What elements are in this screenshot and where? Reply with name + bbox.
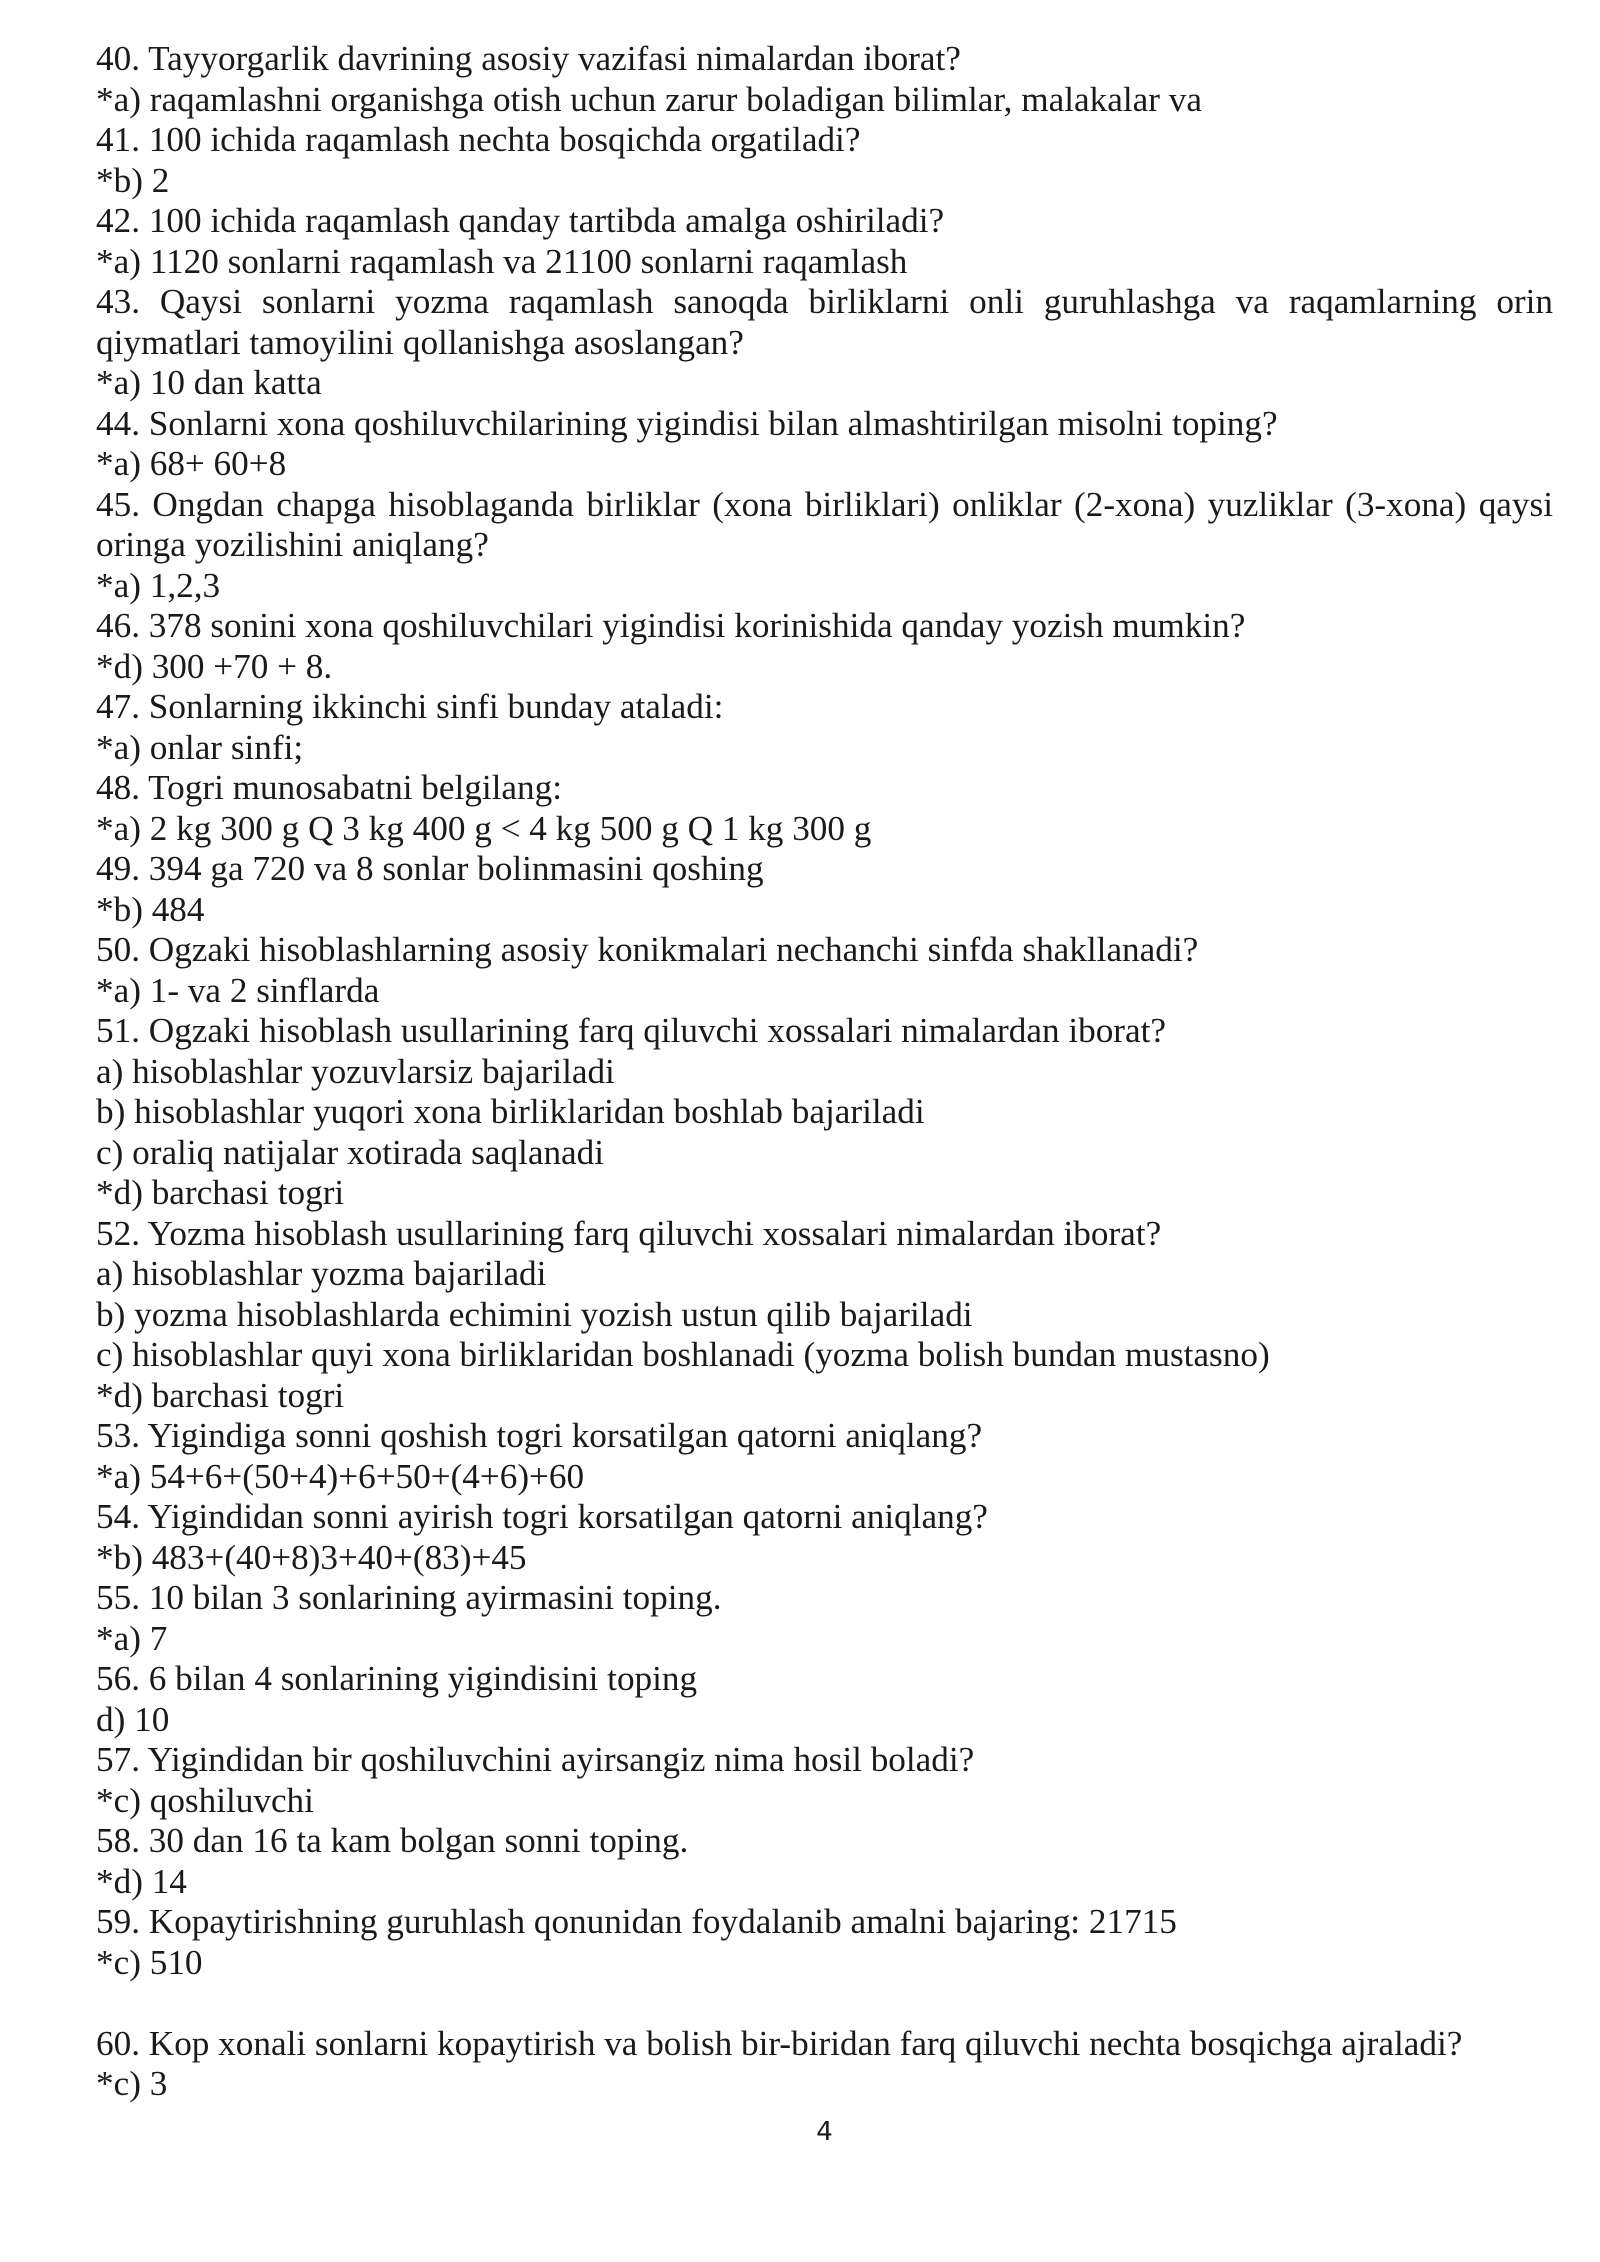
question-57-answer-c: *c) qoshiluvchi bbox=[96, 1780, 314, 1820]
question-54 bbox=[96, 1497, 1553, 1578]
question-44 bbox=[96, 404, 1553, 485]
question-53-text: 53. Yigindiga sonni qoshish togri korsatilgan qatorni aniqlang? bbox=[96, 1416, 983, 1455]
question-51-answer-c: c) oraliq natijalar xotirada saqlanadi bbox=[96, 1132, 605, 1172]
page-number: 4 bbox=[816, 2117, 833, 2147]
question-50 bbox=[96, 930, 1553, 1011]
question-52-answer-a: a) hisoblashlar yozma bajariladi bbox=[96, 1254, 547, 1293]
question-59-answer-c: *c) 510 bbox=[96, 1942, 203, 1982]
question-54-answer-b: *b) 483+(40+8)3+40+(83)+45 bbox=[96, 1537, 527, 1577]
question-52-answer-c: c) hisoblashlar quyi xona birliklaridan boshlanadi (yozma bolish bundan mustasno) bbox=[96, 1335, 1270, 1374]
question-47 bbox=[96, 687, 1553, 768]
question-47-answer-a: *a) onlar sinfi; bbox=[96, 727, 304, 767]
question-41 bbox=[96, 120, 1553, 201]
question-51-answer-b: b) hisoblashlar yuqori xona birliklaridan boshlab bajariladi bbox=[96, 1092, 925, 1131]
question-list bbox=[96, 39, 1553, 2105]
question-56-text: 56. 6 bilan 4 sonlarining yigindisini toping bbox=[96, 1659, 698, 1698]
question-58 bbox=[96, 1821, 1553, 1902]
question-41-answer-b: *b) 2 bbox=[96, 160, 170, 200]
question-50-text: 50. Ogzaki hisoblashlarning asosiy konikmalari nechanchi sinfda shakllanadi? bbox=[96, 930, 1199, 969]
question-50-answer-a: *a) 1- va 2 sinflarda bbox=[96, 970, 380, 1010]
question-49-answer-b: *b) 484 bbox=[96, 889, 205, 929]
question-57 bbox=[96, 1740, 1553, 1821]
question-46-answer-d: *d) 300 +70 + 8. bbox=[96, 646, 333, 686]
question-48-answer-a: *a) 2 kg 300 g Q 3 kg 400 g < 4 kg 500 g Q 1 kg 300 g bbox=[96, 808, 872, 848]
question-52 bbox=[96, 1214, 1553, 1417]
question-56-answer-d: d) 10 bbox=[96, 1699, 170, 1739]
question-60 bbox=[96, 2024, 1553, 2105]
question-51 bbox=[96, 1011, 1553, 1214]
question-57-text: 57. Yigindidan bir qoshiluvchini ayirsangiz nima hosil boladi? bbox=[96, 1740, 975, 1779]
question-45 bbox=[96, 485, 1553, 607]
question-48 bbox=[96, 768, 1553, 849]
question-45-answer-a: *a) 1,2,3 bbox=[96, 565, 221, 605]
question-43 bbox=[96, 282, 1553, 404]
question-55-text: 55. 10 bilan 3 sonlarining ayirmasini toping. bbox=[96, 1578, 722, 1617]
question-51-text: 51. Ogzaki hisoblash usullarining farq qiluvchi xossalari nimalardan iborat? bbox=[96, 1011, 1167, 1050]
question-55-answer-a: *a) 7 bbox=[96, 1618, 168, 1658]
question-60-answer-c: *c) 3 bbox=[96, 2064, 168, 2103]
question-59 bbox=[96, 1902, 1553, 1983]
question-46-text: 46. 378 sonini xona qoshiluvchilari yigindisi korinishida qanday yozish mumkin? bbox=[96, 606, 1246, 645]
question-43-answer-a: *a) 10 dan katta bbox=[96, 363, 322, 402]
question-53-answer-a: *a) 54+6+(50+4)+6+50+(4+6)+60 bbox=[96, 1456, 585, 1496]
question-48-text: 48. Togri munosabatni belgilang: bbox=[96, 768, 562, 807]
question-40-text: 40. Tayyorgarlik davrining asosiy vazifasi nimalardan iborat? bbox=[96, 39, 961, 78]
question-46 bbox=[96, 606, 1553, 687]
question-47-text: 47. Sonlarning ikkinchi sinfi bunday ataladi: bbox=[96, 687, 724, 726]
question-58-text: 58. 30 dan 16 ta kam bolgan sonni toping. bbox=[96, 1821, 689, 1860]
question-60-text: 60. Kop xonali sonlarni kopaytirish va bolish bir-biridan farq qiluvchi nechta bosqichga ajraladi? bbox=[96, 2023, 1463, 2063]
question-53 bbox=[96, 1416, 1553, 1497]
question-45-text-line-1: 45. Ongdan chapga hisoblaganda birliklar (xona birliklari) onliklar (2-xona) yuzliklar (3-xona) qaysi bbox=[96, 484, 1553, 524]
question-43-text-line-1: 43. Qaysi sonlarni yozma raqamlash sanoqda birliklarni onli guruhlashga va raqamlarning orin bbox=[96, 282, 1553, 321]
question-43-text-line-2: qiymatlari tamoyilini qollanishga asoslangan? bbox=[96, 322, 744, 362]
question-51-answer-a: a) hisoblashlar yozuvlarsiz bajariladi bbox=[96, 1051, 615, 1091]
question-55 bbox=[96, 1578, 1553, 1659]
question-49-text: 49. 394 ga 720 va 8 sonlar bolinmasini qoshing bbox=[96, 849, 764, 888]
question-52-text: 52. Yozma hisoblash usullarining farq qiluvchi xossalari nimalardan iborat? bbox=[96, 1213, 1162, 1253]
question-58-answer-d: *d) 14 bbox=[96, 1861, 187, 1901]
question-56 bbox=[96, 1659, 1553, 1740]
question-42-text: 42. 100 ichida raqamlash qanday tartibda amalga oshiriladi? bbox=[96, 201, 945, 240]
question-44-answer-a: *a) 68+ 60+8 bbox=[96, 444, 287, 483]
question-49 bbox=[96, 849, 1553, 930]
question-40 bbox=[96, 39, 1553, 120]
question-52-answer-d: *d) barchasi togri bbox=[96, 1375, 345, 1415]
question-51-answer-d: *d) barchasi togri bbox=[96, 1173, 345, 1212]
question-54-text: 54. Yigindidan sonni ayirish togri korsatilgan qatorni aniqlang? bbox=[96, 1497, 988, 1536]
blank-line bbox=[96, 1983, 1553, 2024]
question-42 bbox=[96, 201, 1553, 282]
question-41-text: 41. 100 ichida raqamlash nechta bosqichda orgatiladi? bbox=[96, 120, 861, 159]
question-40-answer-a: *a) raqamlashni organishga otish uchun zarur boladigan bilimlar, malakalar va bbox=[96, 79, 1202, 119]
question-45-text-line-2: oringa yozilishini aniqlang? bbox=[96, 525, 489, 564]
question-52-answer-b: b) yozma hisoblashlarda echimini yozish ustun qilib bajariladi bbox=[96, 1294, 973, 1334]
question-42-answer-a: *a) 1120 sonlarni raqamlash va 21100 sonlarni raqamlash bbox=[96, 241, 908, 281]
question-44-text: 44. Sonlarni xona qoshiluvchilarining yigindisi bilan almashtirilgan misolni toping? bbox=[96, 403, 1278, 443]
question-59-text: 59. Kopaytirishning guruhlash qonunidan foydalanib amalni bajaring: 21715 bbox=[96, 1902, 1177, 1941]
